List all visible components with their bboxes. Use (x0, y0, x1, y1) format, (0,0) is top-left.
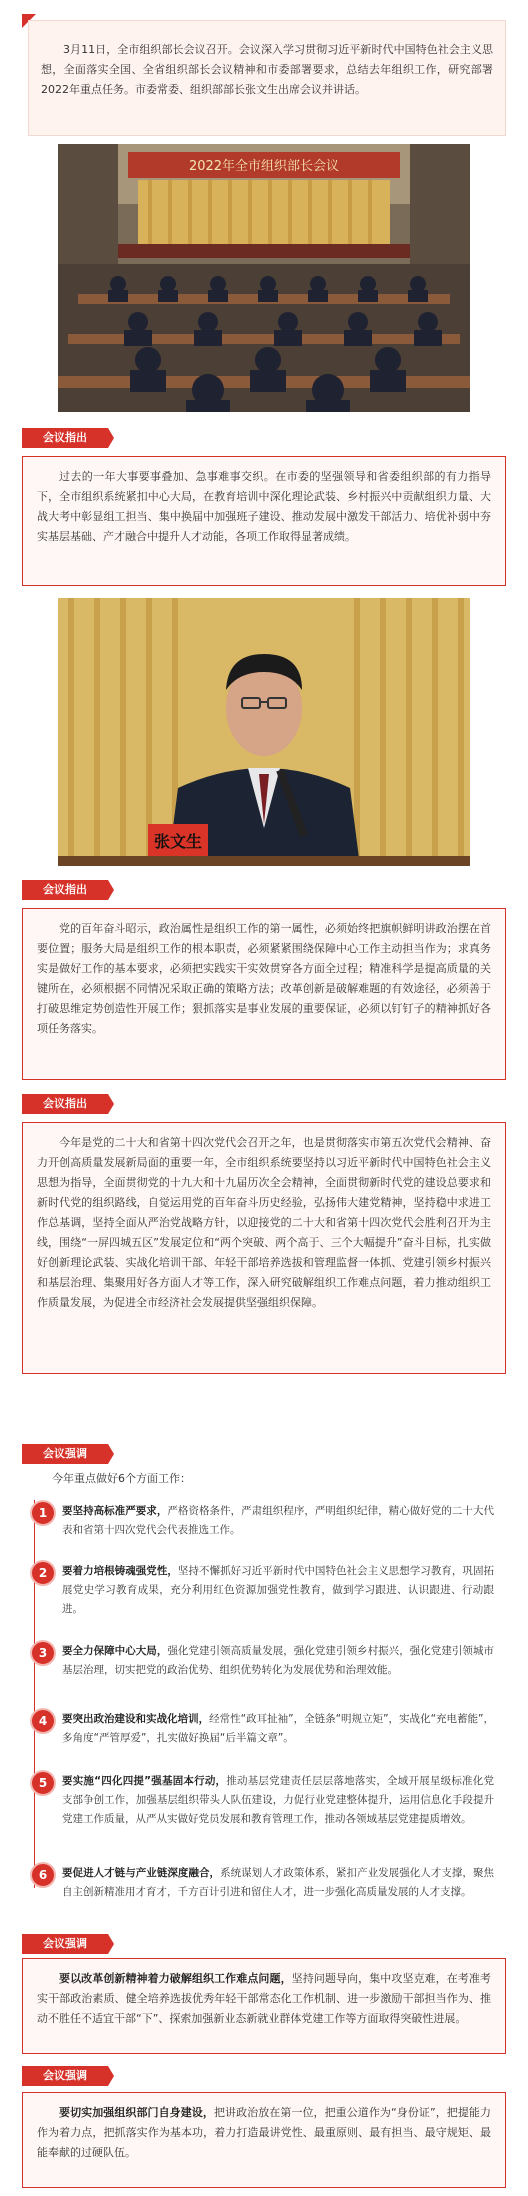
list-item (22, 1560, 506, 1630)
item-bold: 要着力培根铸魂强党性， (62, 1565, 178, 1577)
guidance-box (22, 1122, 506, 1374)
item-number: 5 (30, 1770, 56, 1796)
item-text: 系统谋划人才政策体系，紧扣产业发展强化人才支撑，聚焦自主创新精准用才育才，千方百计引进和留住人才，进一步强化高质量发展的人才支撑。 (62, 1867, 494, 1898)
self-building-box (22, 2092, 506, 2188)
list-item (22, 1708, 506, 1768)
list-item (22, 1500, 506, 1550)
intro-text: 今年重点做好6个方面工作： (52, 1472, 191, 1485)
item-text: 坚持不懈抓好习近平新时代中国特色社会主义思想学习教育，巩固拓展党史学习教育成果，充分利用红色资源加强党性教育，做到学习跟进、认识跟进、行动跟进。 (62, 1565, 495, 1615)
lead-paragraph: 3月11日，全市组织部长会议召开。会议深入学习贯彻习近平新时代中国特色社会主义思想，全面落实全国、全省组织部长会议精神和市委部署要求，总结去年组织工作，研究部署2022年重点任务。市委常委、组织部部长张文生出席会议并讲话。 (41, 43, 493, 96)
self-building-text: 把讲政治放在第一位，把重公道作为“身份证”，把提能力作为着力点，把抓落实作为基本功，着力打造最讲党性、最重原则、最有担当、最守规矩、最能奉献的过硬队伍。 (37, 2106, 491, 2159)
list-item (22, 1862, 506, 1928)
conference-hall-photo (58, 144, 470, 412)
banner-text: 2022年全市组织部长会议 (188, 159, 340, 174)
self-building-bold: 要切实加强组织部门自身建设， (59, 2106, 214, 2119)
item-bold: 要实施“四化四提”强基固本行动， (62, 1775, 227, 1787)
item-text: 强化党建引领高质量发展，强化党建引领乡村振兴，强化党建引领城市基层治理，切实把党的政治优势、组织优势转化为发展优势和治理效能。 (62, 1645, 494, 1676)
item-bold: 要坚持高标准严要求， (62, 1505, 168, 1517)
list-item (22, 1640, 506, 1700)
item-text: 推动基层党建责任层层落地落实，全域开展星级标准化党支部争创工作，加强基层组织带头人队伍建设，力促行业党建整体提升，运用信息化手段提升党建工作质量，从严从实做好党员发展和教育管理工作，推动各领域基层党建提质增效。 (62, 1775, 494, 1825)
experience-paragraph: 党的百年奋斗昭示，政治属性是组织工作的第一属性，必须始终把旗帜鲜明讲政治摆在首要位置；服务大局是组织工作的根本职责，必须紧紧围绕保障中心工作主动担当作为；求真务实是做好工作的基本要求，必须把实践实干实效贯穿各方面全过程；精准科学是提高质量的关键所在，必须根据不同情况采取正确的策略方法；改革创新是破解难题的有效途径，必须善于打破思维定势创造性开展工作；狠抓落实是事业发展的重要保证，必须以钉钉子的精神抓好各项任务落实。 (37, 922, 491, 1035)
item-number: 2 (30, 1560, 56, 1586)
reform-bold: 要以改革创新精神着力破解组织工作难点问题， (59, 1972, 292, 1985)
summary-box (22, 456, 506, 586)
reform-box (22, 1958, 506, 2054)
section-tag-pointed: 会议指出 (22, 428, 108, 448)
section-tag-emphasis: 会议强调 (22, 1934, 108, 1954)
section-tag-emphasis: 会议强调 (22, 2066, 108, 2086)
section-tag-emphasis: 会议强调 (22, 1444, 108, 1464)
speaker-photo (58, 598, 470, 866)
item-number: 4 (30, 1708, 56, 1734)
lead-box (22, 14, 506, 136)
reform-text: 坚持问题导向，集中攻坚克难，在考准考实干部政治素质、健全培养选拔优秀年轻干部常态化工作机制、进一步激励干部担当作为、推动不胜任不适宜干部“下”、探索加强新业态新就业群体党建工作等方面取得突破性进展。 (37, 1972, 491, 2025)
section-tag-pointed: 会议指出 (22, 880, 108, 900)
item-number: 6 (30, 1862, 56, 1888)
guidance-paragraph: 今年是党的二十大和省第十四次党代会召开之年，也是贯彻落实市第五次党代会精神、奋力开创高质量发展新局面的重要一年，全市组织系统要坚持以习近平新时代中国特色社会主义思想为指导，全面贯彻党的十九大和十九届历次全会精神，全面贯彻新时代党的建设总要求和新时代党的组织路线，自觉运用党的百年奋斗历史经验，弘扬伟大建党精神，坚持稳中求进工作总基调，坚持全面从严治党战略方针，以迎接党的二十大和省第十四次党代会胜利召开为主线，围绕“一屏四城五区”发展定位和“两个突破、两个高于、三个大幅提升”奋斗目标，扎实做好创新理论武装、实战化培训干部、年轻干部培养选拔和管理监督一体抓、党建引领乡村振兴和基层治理、集聚用好各方面人才等工作，深入研究破解组织工作难点问题，着力推动组织工作质量发展，为促进全市经济社会发展提供坚强组织保障。 (37, 1136, 491, 1309)
summary-paragraph: 过去的一年大事要事叠加、急事难事交织。在市委的坚强领导和省委组织部的有力指导下，全市组织系统紧扣中心大局，在教育培训中深化理论武装、乡村振兴中贡献组织力量、大战大考中彰显组工担当、集中换届中加强班子建设、推动发展中激发干部活力、培优补弱中夯实基层基础、产才融合中提升人才动能，各项工作取得显著成绩。 (37, 470, 491, 543)
nameplate-text: 张文生 (153, 832, 203, 851)
item-bold: 要突出政治建设和实战化培训， (62, 1713, 210, 1725)
item-bold: 要促进人才链与产业链深度融合， (62, 1867, 221, 1879)
item-number: 1 (30, 1500, 56, 1526)
item-number: 3 (30, 1640, 56, 1666)
item-text: 经常性“政耳扯袖”，全链条“明规立矩”，实战化“充电蓄能”，多角度“严管厚爱”，扎实做好换届“后半篇文章”。 (62, 1713, 495, 1744)
list-item (22, 1770, 506, 1860)
experience-box (22, 908, 506, 1080)
item-bold: 要全力保障中心大局， (62, 1645, 168, 1657)
section-tag-pointed: 会议指出 (22, 1094, 108, 1114)
item-text: 严格资格条件，严肃组织程序，严明组织纪律，精心做好党的二十大代表和省第十四次党代会代表推选工作。 (62, 1505, 494, 1536)
